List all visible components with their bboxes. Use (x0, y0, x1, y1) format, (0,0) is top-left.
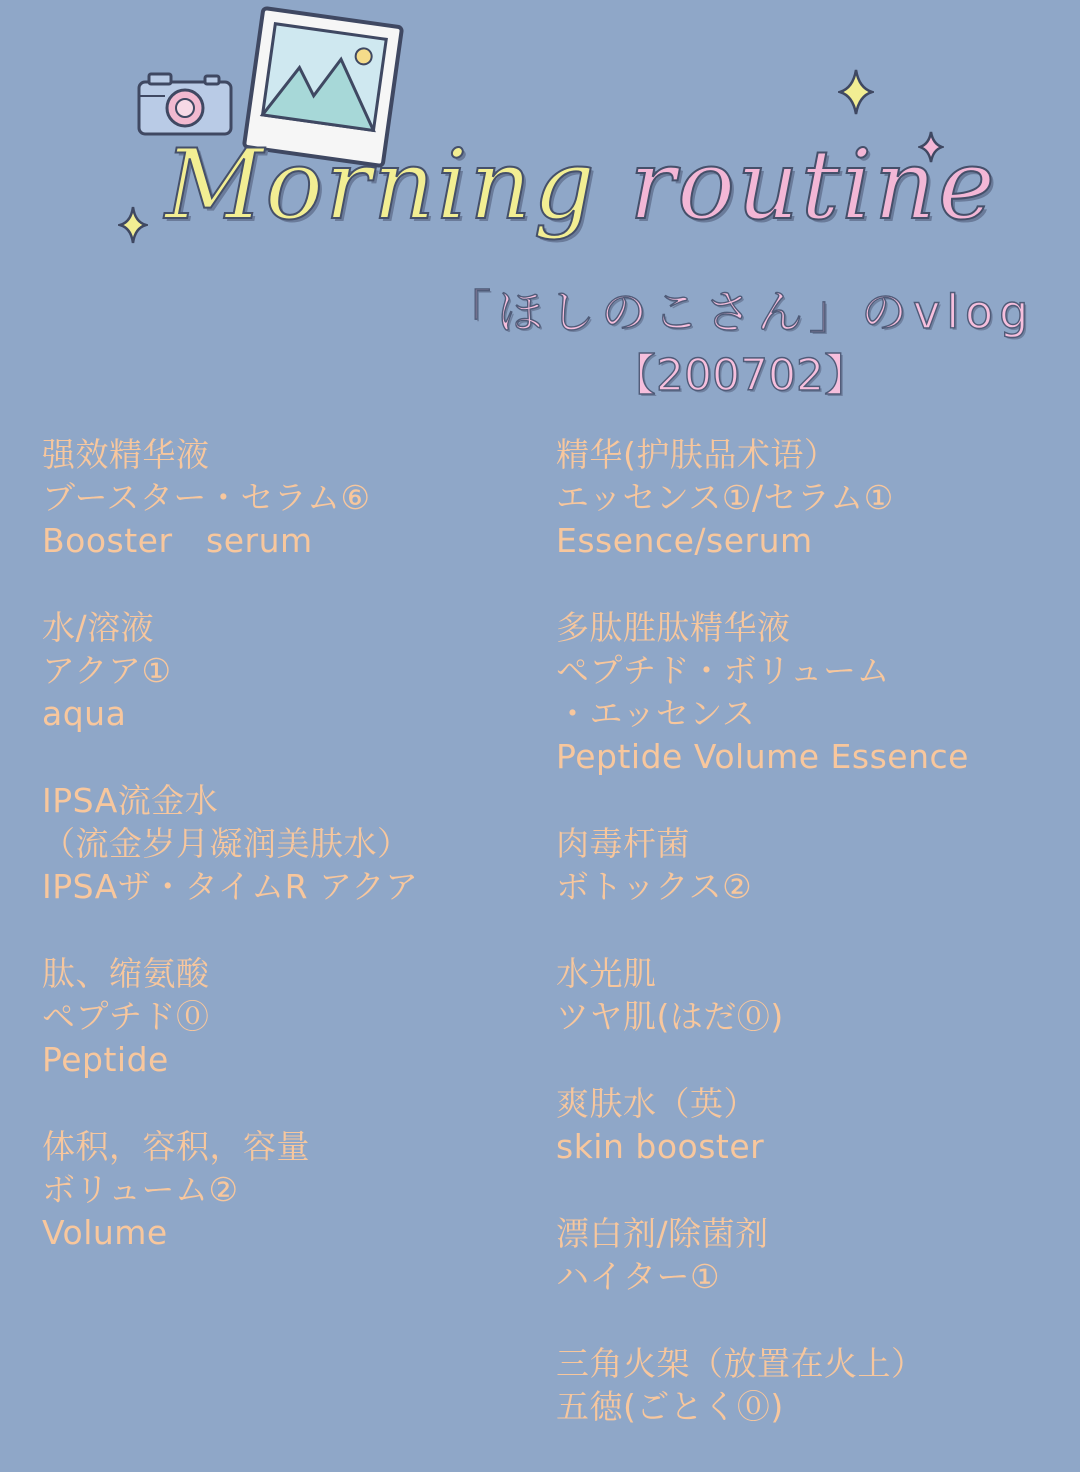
vocab-line: 强效精华液 (42, 435, 210, 474)
vocab-line: aqua (42, 694, 127, 733)
vocab-entry (556, 822, 1066, 908)
page-title (165, 120, 997, 270)
vocab-entry (42, 779, 542, 908)
vocab-line: ペプチド⓪ (42, 997, 210, 1036)
vocab-line: Booster serum (42, 521, 313, 560)
vocab-line: 体积，容积，容量 (42, 1127, 310, 1166)
vocab-line: 五徳(ごとく⓪) (556, 1387, 784, 1426)
vocab-line: 水光肌 (556, 954, 657, 993)
vocab-line: 肽、缩氨酸 (42, 954, 210, 993)
vocab-line: ボトックス② (556, 867, 753, 906)
vocab-line: ツヤ肌(はだ⓪) (556, 997, 784, 1036)
vocab-entry (42, 606, 542, 735)
vocab-entry (556, 1212, 1066, 1298)
vocab-entry (556, 952, 1066, 1038)
vocab-line: 精华(护肤品术语） (556, 435, 838, 474)
vocab-line: 多肽胜肽精华液 (556, 608, 791, 647)
sparkle-icon (838, 68, 874, 116)
vocab-entry (556, 606, 1066, 778)
vocab-line: 水/溶液 (42, 608, 155, 647)
vocab-column-left (42, 433, 542, 1298)
vocab-line: IPSA流金水 (42, 781, 219, 820)
vocab-line: ・エッセンス (556, 694, 756, 733)
vocab-entry (42, 952, 542, 1081)
vocab-line: アクア① (42, 651, 172, 690)
vocab-line: 三角火架（放置在火上） (556, 1344, 925, 1383)
vocab-line: skin booster (556, 1127, 765, 1166)
vocab-line: Essence/serum (556, 521, 813, 560)
vocab-line: 爽肤水（英） (556, 1084, 757, 1123)
vocab-line: エッセンス①/セラム① (556, 478, 894, 517)
vocab-entry (556, 1082, 1066, 1168)
date-label: 【200702】 (612, 350, 868, 401)
vocab-line: Peptide Volume Essence (556, 737, 969, 776)
vocab-line: ボリューム② (42, 1170, 239, 1209)
vocab-line: （流金岁月凝润美肤水） (42, 824, 411, 863)
subtitle: 「ほしのこさん」のvlog (445, 285, 1035, 339)
vocab-line: ブースター・セラム⑥ (42, 478, 371, 517)
vocab-entry (556, 433, 1066, 562)
vocab-entry (42, 433, 542, 562)
vocab-entry (556, 1342, 1066, 1428)
title-word-routine: routine (629, 129, 997, 241)
vocab-line: 漂白剂/除菌剂 (556, 1214, 769, 1253)
vocab-line: ペプチド・ボリューム (556, 651, 891, 690)
vocab-line: IPSAザ・タイムR アクア (42, 867, 419, 906)
title-word-morning: Morning (165, 129, 597, 241)
vocab-line: Peptide (42, 1040, 169, 1079)
vocab-line: ハイター① (556, 1257, 721, 1296)
vocab-entry (42, 1125, 542, 1254)
sparkle-icon (118, 205, 148, 245)
vocab-line: Volume (42, 1213, 168, 1252)
vocab-column-right (556, 433, 1066, 1472)
vocab-line: 肉毒杆菌 (556, 824, 690, 863)
